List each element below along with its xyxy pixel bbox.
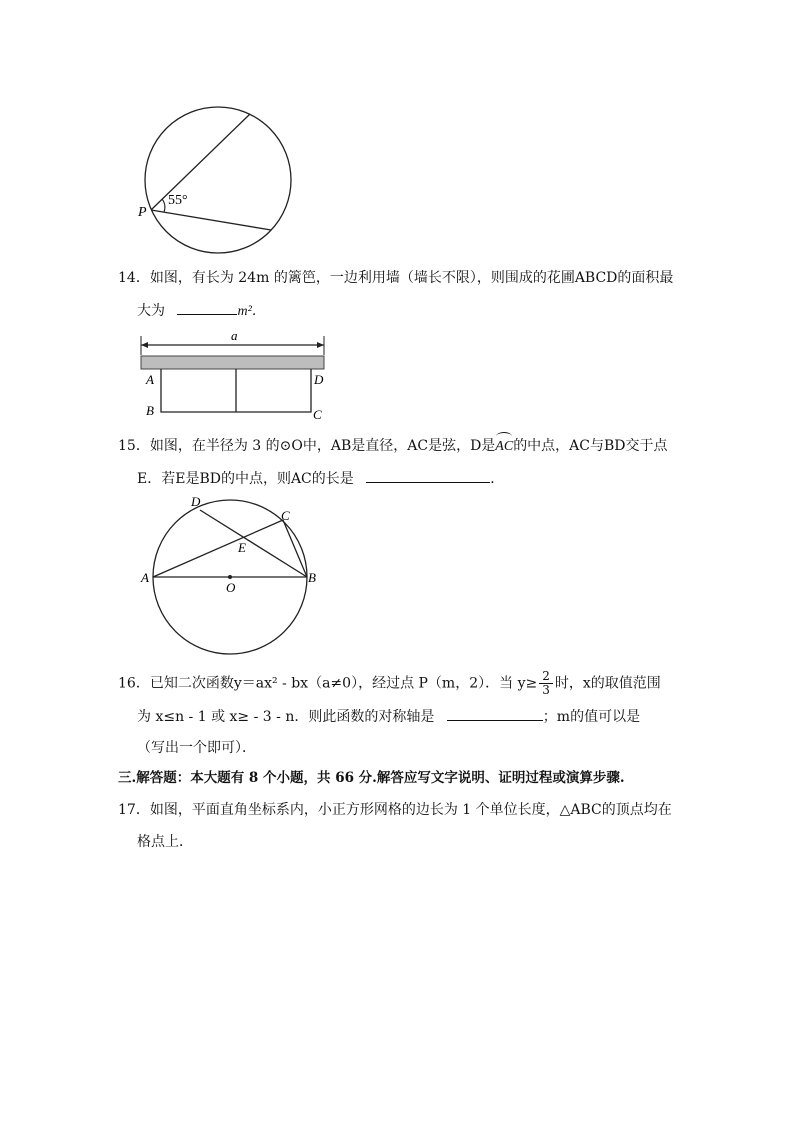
circle-angle-figure — [130, 100, 310, 260]
q16-text-b: 时，x的取值范围 — [554, 675, 661, 692]
q17-text: 如图，平面直角坐标系内，小正方形网格的边长为 1 个单位长度，△ABC的顶点均在 — [149, 802, 672, 818]
q15-arc-ac: AC — [495, 437, 513, 457]
circle-diameter-figure — [138, 492, 328, 657]
q15-text-a: 如图，在半径为 3 的⊙O中，AB是直径，AC是弦，D是 — [149, 438, 496, 454]
q16-text-e: （写出一个即可）． — [137, 740, 256, 756]
q16-frac-num: 2 — [539, 670, 553, 684]
q15-line2-suffix: ． — [490, 471, 505, 487]
q15-number: 15． — [118, 438, 150, 454]
label-d-point: D — [314, 372, 324, 387]
q16-axis-blank[interactable] — [447, 706, 543, 721]
label-o: O — [226, 580, 236, 595]
q17-line2 — [137, 832, 193, 852]
q17-number: 17． — [118, 802, 150, 818]
q15-line1 — [118, 436, 668, 457]
q16-line3 — [137, 738, 256, 758]
q16-text-a: 已知二次函数y＝ax² - bx（a≠0），经过点 P（m，2）．当 y≥ — [149, 675, 538, 692]
q15-line2 — [137, 468, 504, 489]
arrow-right-head — [317, 342, 324, 348]
q16-line1 — [118, 670, 661, 697]
wall-length-label: a — [231, 328, 238, 343]
q17-text-2: 格点上． — [137, 834, 193, 850]
q16-line2 — [137, 706, 640, 727]
q15-answer-blank[interactable] — [366, 468, 490, 483]
label-d: D — [191, 494, 201, 509]
label-e: E — [238, 540, 246, 555]
q16-frac-den: 3 — [542, 683, 550, 697]
section-title: 三.解答题：本大题有 8 个小题，共 66 分.解答应写文字说明、证明过程或演算步骤. — [118, 770, 625, 786]
chord-lower — [151, 210, 271, 230]
center-dot — [228, 575, 232, 579]
q16-text-c: 为 x≤n - 1 或 x≥ - 3 - n．则此函数的对称轴是 — [137, 709, 435, 725]
circle-outline — [145, 107, 291, 253]
section-heading — [118, 768, 625, 788]
chord-ac — [153, 520, 283, 577]
q14-unit: m²． — [237, 304, 266, 319]
q16-text-d: ；m的值可以是 — [542, 709, 641, 725]
label-b: B — [308, 570, 316, 585]
wall — [141, 356, 324, 369]
label-b-point: B — [146, 403, 154, 418]
q16-fraction — [539, 670, 553, 697]
q15-line2-prefix: E．若E是BD的中点，则AC的长是 — [137, 471, 354, 487]
label-a: A — [141, 570, 149, 585]
q14-answer-blank[interactable] — [177, 300, 237, 315]
chord-bc — [283, 520, 307, 577]
point-p-label: P — [138, 205, 147, 220]
q17-line1 — [118, 800, 672, 820]
q15-text-b: 的中点，AC与BD交于点 — [513, 438, 668, 454]
label-a-point: A — [146, 372, 154, 387]
fence-figure — [135, 328, 335, 423]
label-c: C — [281, 508, 290, 523]
q16-number: 16． — [118, 675, 150, 692]
q14-line2 — [137, 300, 266, 322]
q14-line1 — [118, 268, 673, 288]
chord-bd — [200, 510, 307, 577]
angle-label: 55° — [168, 193, 188, 208]
q14-line2-prefix: 大为 — [137, 303, 165, 319]
angle-arc — [162, 199, 165, 212]
q14-text: 如图，有长为 24m 的篱笆，一边利用墙（墙长不限），则围成的花圃ABCD的面积最 — [149, 270, 674, 286]
arrow-left-head — [141, 342, 148, 348]
q14-number: 14． — [118, 270, 150, 286]
label-c-point: C — [313, 407, 322, 422]
